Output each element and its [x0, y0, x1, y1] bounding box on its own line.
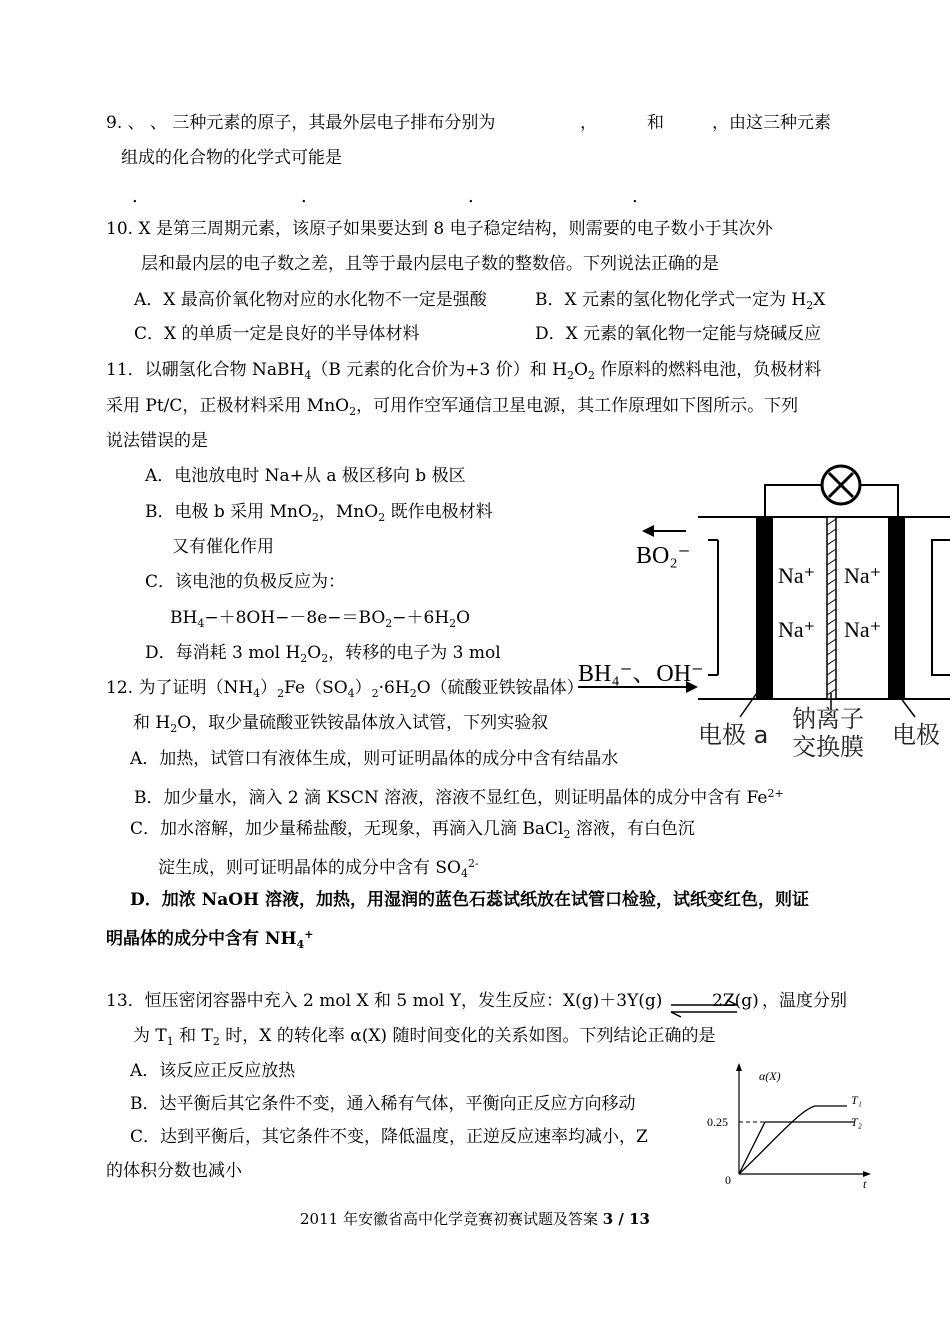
na-ion-4: Na⁺: [844, 617, 882, 642]
q9-line1: 9. 、 、 三种元素的原子，其最外层电子排布分别为: [106, 113, 496, 133]
q9-comma: ，: [580, 113, 597, 133]
wire-right: [860, 485, 898, 517]
q13-line2: 为 $T_1$ 和 $T_2$ 时，X 的转化率 α(X) 随时间变化的关系如图。下列结论正确的是: [133, 1026, 716, 1048]
q12-option-c: C．加水溶解，加少量稀盐酸，无现象，再滴入几滴 BaCl$_2$ 溶液，有白色沉: [130, 819, 695, 841]
cell-right-wall: [932, 540, 950, 675]
curve-t1: [739, 1106, 847, 1174]
footer-title: 2011 年安徽省高中化学竞赛初赛试题及答案: [300, 1210, 603, 1228]
q11-line2: 采用 Pt/C，正极材料采用 MnO$_2$，可用作空军通信卫星电源，其工作原理如下图所示。下列: [106, 396, 799, 418]
q9-dot-b: .: [301, 186, 307, 207]
q13-line1: 13．恒压密闭容器中充入 2 mol X 和 5 mol Y，发生反应：X(g)＋3Y(g): [106, 991, 663, 1011]
q12-line2: 和 $H_2O$，取少量硫酸亚铁铵晶体放入试管，下列实验叙: [133, 713, 549, 735]
q11-line1: 11．以硼氢化合物 NaBH$_4$（B 元素的化合价为+3 价）和 $H_2O_2$ 作原料的燃料电池，负极材料: [106, 360, 822, 382]
q9-dot-a: .: [132, 186, 138, 207]
q12-option-c-cont: 淀生成，则可证明晶体的成分中含有 $SO_4^{2-}$: [158, 857, 479, 880]
q12-option-a: A．加热，试管口有液体生成，则可证明晶体的成分中含有结晶水: [130, 749, 619, 769]
q12-option-b: B．加少量水，滴入 2 滴 KSCN 溶液，溶液不显红色，则证明晶体的成分中含有 $Fe^{2+}$: [134, 787, 784, 808]
na-ion-1: Na⁺: [778, 563, 816, 588]
q11-option-d: D．每消耗 3 mol $H_2O_2$，转移的电子为 3 mol: [145, 643, 501, 665]
q9-line1-end: ，由这三种元素: [712, 113, 831, 133]
outflow-label: BO₂⁻: [636, 543, 691, 569]
graph-ylabel: α(X): [759, 1069, 781, 1083]
q10-option-b: B．X 元素的氢化物化学式一定为 $H_2X$: [535, 290, 826, 312]
inflow-label: BH₄⁻、OH⁻: [578, 661, 704, 687]
page-number: 3 / 13: [602, 1210, 650, 1228]
wire-left: [765, 485, 822, 517]
q13-product: 2Z(g): [712, 991, 759, 1011]
q13-line1-end: ，温度分别: [762, 991, 847, 1011]
q12-option-d-cont: 明晶体的成分中含有 $NH_4^+$: [106, 928, 314, 951]
graph-xlabel: t: [863, 1177, 867, 1190]
q11-line3: 说法错误的是: [106, 431, 208, 451]
q11-option-b-cont: 又有催化作用: [172, 537, 274, 557]
page-footer: [300, 1208, 650, 1230]
q10-option-c: C．X 的单质一定是良好的半导体材料: [134, 324, 420, 344]
q12-line1: 12. 为了证明$(NH_4)_2Fe(SO_4)_2\cdot 6H_2O$（硫酸亚铁铵晶体）: [106, 678, 584, 700]
q9-line2: 组成的化合物的化学式可能是: [121, 148, 342, 168]
na-ion-2: Na⁺: [844, 563, 882, 588]
graph-origin: 0: [725, 1173, 731, 1187]
membrane-label: 钠离子: [792, 705, 864, 733]
q10-line1: 10. X 是第三周期元素，该原子如果要达到 8 电子稳定结构，则需要的电子数小于其次外: [106, 219, 773, 239]
conversion-graph: [705, 1060, 885, 1190]
graph-t1-label: T₁: [851, 1093, 862, 1107]
q13-option-c-cont: 的体积分数也减小: [106, 1161, 242, 1181]
fuel-cell-diagram: [570, 455, 950, 765]
electrode-a-label: 电极 a: [698, 721, 769, 749]
na-ion-3: Na⁺: [778, 617, 816, 642]
q9-dot-c: .: [468, 186, 474, 207]
q11-option-b: B．电极 b 采用 MnO$_2$，MnO$_2$ 既作电极材料: [145, 502, 493, 524]
q13-option-c: C．达到平衡后，其它条件不变，降低温度，正逆反应速率均减小，Z: [130, 1127, 648, 1147]
membrane-label-2: 交换膜: [792, 733, 864, 761]
q10-option-d: D．X 元素的氧化物一定能与烧碱反应: [535, 324, 822, 344]
q11-option-c: C．该电池的负极反应为：: [145, 572, 346, 592]
q10-line2: 层和最内层的电子数之差，且等于最内层电子数的整数倍。下列说法正确的是: [141, 254, 719, 274]
curve-t2: [739, 1122, 853, 1174]
q13-option-b: B．达平衡后其它条件不变，通入稀有气体，平衡向正反应方向移动: [130, 1094, 636, 1114]
q9-and: 和: [647, 113, 664, 133]
q11-option-a: A．电池放电时 Na+从 a 极区移向 b 极区: [145, 466, 466, 486]
electrode-b-label: 电极: [892, 721, 940, 749]
q13-option-a: A．该反应正反应放热: [130, 1061, 296, 1081]
q10-option-a: A．X 最高价氧化物对应的水化物不一定是强酸: [134, 290, 487, 310]
q11-equation: $BH_4-+8OH--8e-=BO_2-+6H_2O$: [170, 608, 471, 630]
q12-option-d: D．加浓 NaOH 溶液，加热，用湿润的蓝色石蕊试纸放在试管口检验，试纸变红色，则证: [130, 890, 810, 910]
graph-t2-label: T₂: [851, 1115, 862, 1129]
q9-dot-d: .: [632, 186, 638, 207]
electrode-b: [888, 517, 905, 699]
electrode-a: [756, 517, 773, 699]
graph-y-tick: 0.25: [707, 1115, 728, 1129]
